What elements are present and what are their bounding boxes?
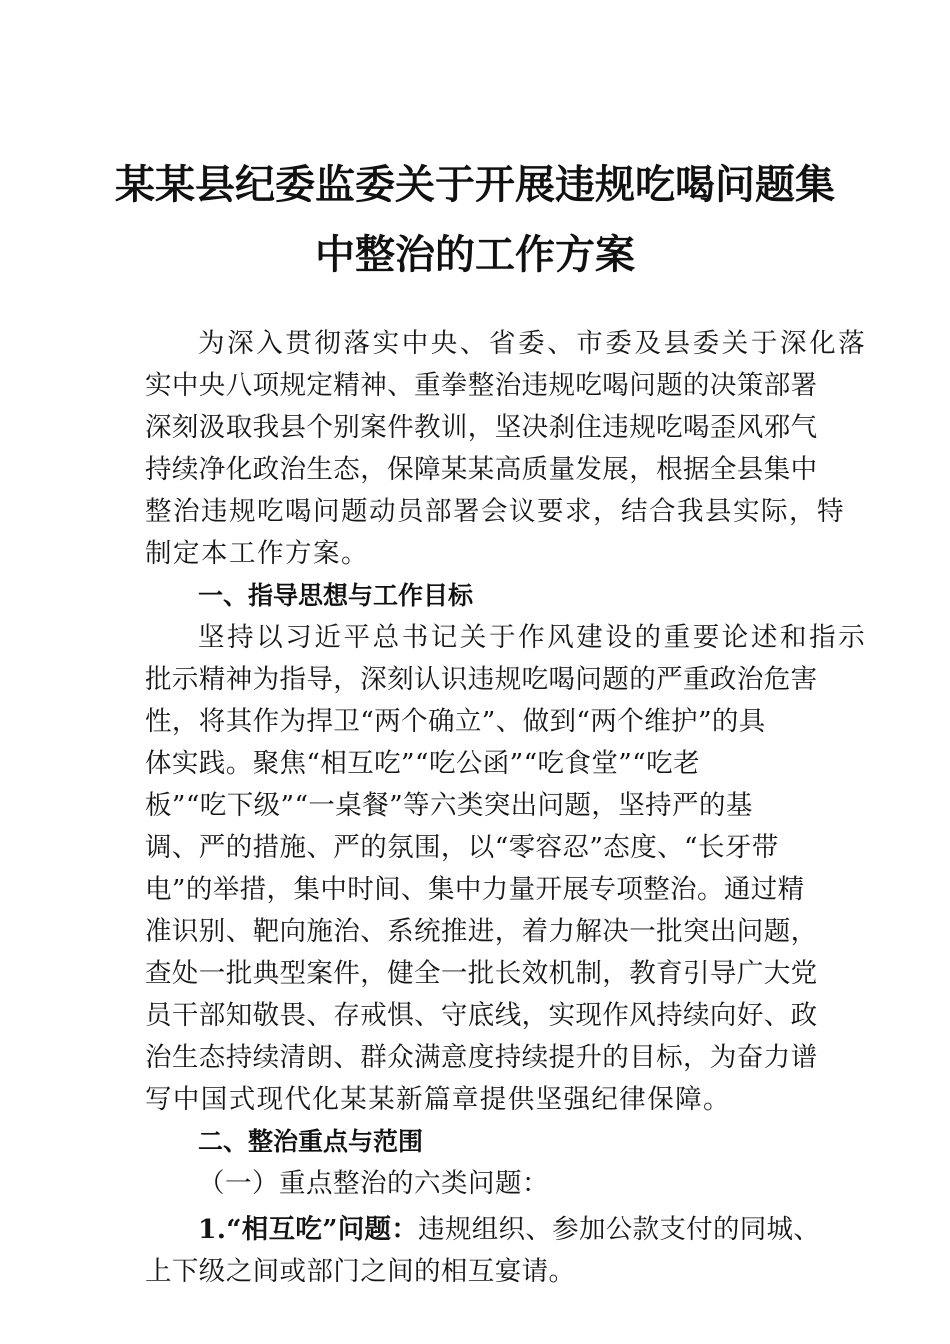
section-2-heading: 二、整治重点与范围 xyxy=(198,1127,424,1156)
intro-line-2: 实中央八项规定精神、重拳整治违规吃喝问题的决策部署 xyxy=(145,370,818,401)
section-1-line-1: 坚持以习近平总书记关于作风建设的重要论述和指示 xyxy=(198,622,868,653)
section-1-line-12: 写中国式现代化某某新篇章提供坚强纪律保障。 xyxy=(145,1084,731,1115)
section-1-line-6: 调、严的措施、严的氛围，以“零容忍”态度、“长牙带 xyxy=(145,832,779,863)
section-1-line-8: 准识别、靶向施治、系统推进，着力解决一批突出问题， xyxy=(145,916,818,947)
section-1-line-7: 电”的举措，集中时间、集中力量开展专项整治。通过精 xyxy=(145,874,805,905)
item-1-line-1 xyxy=(198,1213,820,1247)
item-1-label: 1.“相互吃”问题： xyxy=(198,1214,419,1245)
section-2-subheading: （一）重点整治的六类问题： xyxy=(198,1168,549,1199)
section-1-line-2: 批示精神为指导，深刻认识违规吃喝问题的严重政治危害 xyxy=(145,664,818,695)
intro-line-3: 深刻汲取我县个别案件教训，坚决刹住违规吃喝歪风邪气 xyxy=(145,412,818,443)
intro-line-6: 制定本工作方案。 xyxy=(145,538,369,569)
item-1-line-2: 上下级之间或部门之间的相互宴请。 xyxy=(145,1256,576,1287)
item-1-text-1: 违规组织、参加公款支付的同城、 xyxy=(418,1214,821,1245)
intro-line-4: 持续净化政治生态，保障某某高质量发展，根据全县集中 xyxy=(145,454,818,485)
intro-line-1: 为深入贯彻落实中央、省委、市委及县委关于深化落 xyxy=(198,328,868,359)
section-1-line-4: 体实践。聚焦“相互吃”“吃公函”“吃食堂”“吃老 xyxy=(145,748,700,779)
document-title-line-2: 中整治的工作方案 xyxy=(315,231,635,278)
section-1-line-10: 员干部知敬畏、存戒惧、守底线，实现作风持续向好、政 xyxy=(145,1000,818,1031)
section-1-line-11: 治生态持续清朗、群众满意度持续提升的目标，为奋力谱 xyxy=(145,1042,818,1073)
section-1-line-9: 查处一批典型案件，健全一批长效机制，教育引导广大党 xyxy=(145,958,818,989)
section-1-heading: 一、指导思想与工作目标 xyxy=(198,581,474,610)
section-1-line-5: 板”“吃下级”“一桌餐”等六类突出问题，坚持严的基 xyxy=(145,790,753,821)
intro-line-5: 整治违规吃喝问题动员部署会议要求，结合我县实际，特 xyxy=(145,496,845,527)
section-1-line-3: 性，将其作为捍卫“两个确立”、做到“两个维护”的具 xyxy=(145,706,766,737)
document-title-line-1: 某某县纪委监委关于开展违规吃喝问题集 xyxy=(115,161,835,208)
